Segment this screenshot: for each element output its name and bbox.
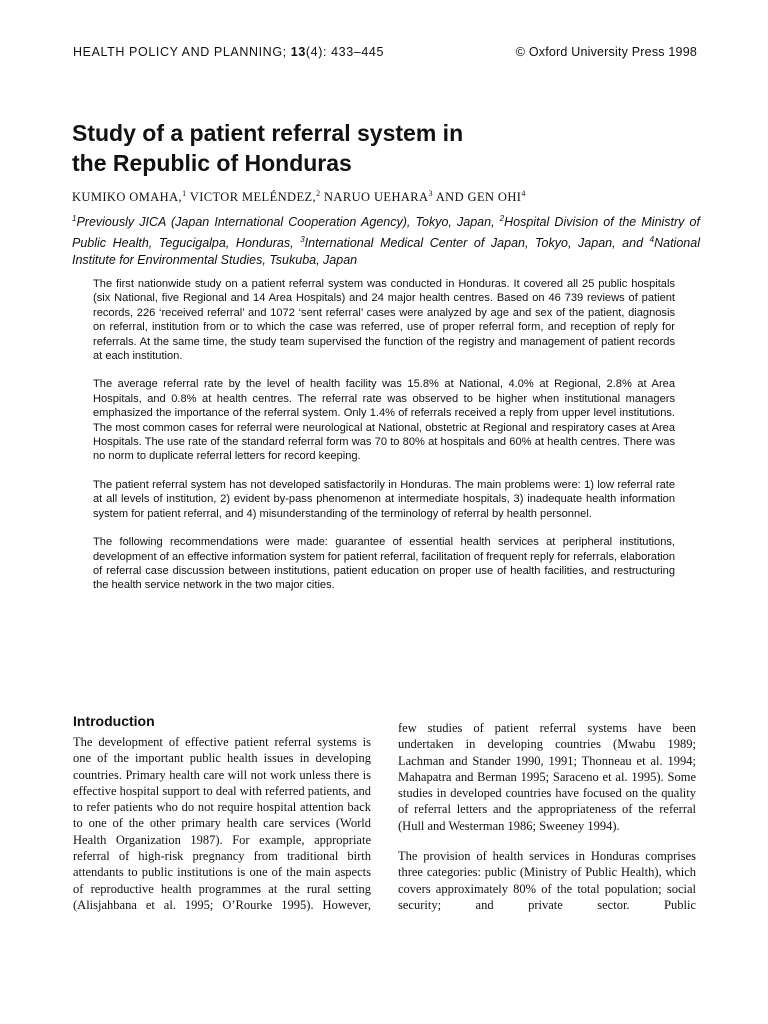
body-column-left bbox=[73, 712, 371, 927]
article-title: Study of a patient referral system in the Republic of Honduras bbox=[72, 120, 464, 176]
abstract-paragraph: The average referral rate by the level of health facility was 15.8% at National, 4.0% at Regional, 2.8% at Area Hospitals, and 0.8% at health centres. The referral rate was observed to be higher when institutional managers emphasized the importance of the referral system. Only 1.4% of referrals received a reply from upper level institutions. The most common cases for referral were neurological at National, obstetric at Regional and respiratory cases at Area Hospitals. The use rate of the standard referral form was 70 to 80% at hospitals and 60% at health centres. There was no norm to duplicate referral letters for record keeping. bbox=[93, 378, 675, 463]
journal-citation: HEALTH POLICY AND PLANNING; 13(4): 433–445 bbox=[73, 45, 384, 59]
author-list: KUMIKO OMAHA,$^1$ VICTOR MELÉNDEZ,$^2$ NARUO UEHARA$^3$ AND GEN OHI$^4$ bbox=[72, 189, 526, 205]
body-paragraph: The development of effective patient referral systems is one of the important public health issues in developing countries. Primary health care will not work unless there is effective hospital support to deal with referred patients, and to refer patients who do not require hospital attention back to one of the other primary health care services (World Health Organization 1987). For example, appropriate referral of high-risk pregnancy from traditional birth attendants to public institutions is one of the main aspects of reproductive health programmes at the rural setting (Alisjahbana et al. 1995; O’Rourke 1995). However, bbox=[73, 735, 371, 912]
abstract-paragraph: The first nationwide study on a patient referral system was conducted in Honduras. It covered all 25 public hospitals (six National, five Regional and 14 Area Hospitals) and 24 major health centres. Based on 46 739 reviews of patient records, 226 ‘received referral’ and 1072 ‘sent referral’ cases were analyzed by age and sex of the patient, diagnosis on referral, institution from or to which the case was referred, use of proper referral form, and reception of reply for referrals. At the same time, the study team supervised the function of the registry and management of patient records at each institution. bbox=[93, 278, 675, 363]
body-paragraph: few studies of patient referral systems have been undertaken in developing countries (Mwabu 1989; Lachman and Stander 1990, 1991; Thonneau et al. 1994; Mahapatra and Berman 1995; Saraceno et al. 1995). Some studies in developed countries have focused on the quality of referral letters and the appropriateness of the referral (Hull and Westerman 1986; Sweeney 1994). bbox=[398, 721, 696, 833]
affiliations: $^1$Previously JICA (Japan International Cooperation Agency), Tokyo, Japan, $^2$Hospital Division of the Ministry of Public Health, Tegucigalpa, Honduras, $^3$International Medical Center of Japan, Tokyo, Japan, and $^4$National Institute for Environmental Studies, Tsukuba, Japan bbox=[72, 214, 700, 268]
section-heading: Introduction bbox=[73, 713, 155, 729]
copyright-notice: © Oxford University Press 1998 bbox=[515, 45, 697, 59]
volume-number: 13 bbox=[290, 45, 306, 59]
body-paragraph: The provision of health services in Honduras comprises three categories: public (Ministry of Public Health), which covers approximately 80% of the total population; social security; and private sector. Public bbox=[398, 849, 696, 912]
running-header bbox=[73, 45, 697, 63]
abstract-paragraph: The patient referral system has not developed satisfactorily in Honduras. The main problems were: 1) low referral rate at all levels of institution, 2) evident by-pass phenomenon at intermediate hospitals, 3) inadequate health information system for patient referral, and 4) misunderstanding of the terminology of referral by health personnel. bbox=[93, 478, 675, 520]
body-column-right bbox=[398, 720, 696, 927]
abstract bbox=[93, 277, 675, 607]
abstract-paragraph: The following recommendations were made: guarantee of essential health services at peripheral institutions, development of an effective information system for patient referral, facilitation of frequent reply for referrals, elaboration of referral case discussion between institutions, patient education on proper use of health facilities, and restructuring the health service network in the two major cities. bbox=[93, 536, 675, 592]
